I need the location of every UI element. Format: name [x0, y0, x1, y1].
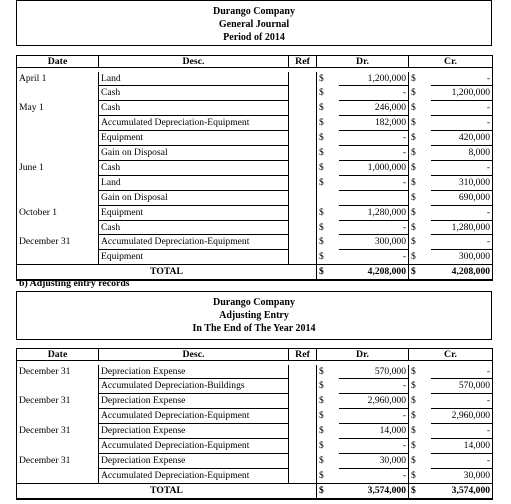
journal-row — [17, 439, 493, 454]
credit-currency: $ — [409, 250, 431, 265]
col-header-dr: Dr. — [317, 349, 409, 361]
account-name: Accumulated Depreciation-Equipment — [99, 409, 289, 424]
credit-amount: 1,200,000 — [431, 86, 493, 101]
ref-cell — [289, 220, 317, 235]
total-row — [17, 483, 493, 498]
credit-currency: $ — [411, 221, 416, 233]
entry-date — [17, 250, 99, 265]
debit-amount: - — [339, 86, 409, 101]
debit-currency: $ — [319, 147, 324, 159]
col-header-cr: Cr. — [409, 349, 493, 361]
journal-row — [17, 379, 493, 394]
account-name: Depreciation Expense — [99, 453, 289, 468]
debit-amount — [339, 190, 409, 205]
ref-cell — [289, 175, 317, 190]
credit-amount: - — [431, 394, 493, 409]
credit-amount: - — [431, 116, 493, 131]
journal-row — [17, 86, 493, 101]
account-name: Cash — [99, 160, 289, 175]
col-header-ref: Ref — [289, 56, 317, 68]
debit-currency: $ — [319, 380, 324, 392]
debit-currency: $ — [319, 454, 324, 466]
entry-date — [17, 146, 99, 161]
debit-currency — [317, 190, 339, 205]
journal-row — [17, 72, 493, 86]
ref-cell — [289, 86, 317, 101]
debit-currency: $ — [319, 206, 324, 218]
debit-amount: 246,000 — [339, 101, 409, 116]
total-label: TOTAL — [17, 483, 317, 498]
debit-amount: 2,960,000 — [339, 394, 409, 409]
debit-total-currency: $ — [317, 265, 339, 280]
credit-currency: $ — [411, 440, 416, 452]
credit-amount: 310,000 — [431, 175, 493, 190]
credit-currency: $ — [411, 425, 416, 437]
journal-row — [17, 250, 493, 265]
credit-currency: $ — [411, 236, 416, 248]
ref-cell — [289, 394, 317, 409]
account-name: Cash — [99, 220, 289, 235]
debit-total-currency: $ — [317, 483, 339, 498]
debit-currency: $ — [319, 425, 324, 437]
account-name: Depreciation Expense — [99, 394, 289, 409]
journal-row — [17, 101, 493, 116]
debit-amount: 300,000 — [339, 235, 409, 250]
debit-amount: 1,000,000 — [339, 160, 409, 175]
journal-row — [17, 235, 493, 250]
credit-amount: 2,960,000 — [431, 409, 493, 424]
credit-currency: $ — [411, 454, 416, 466]
credit-currency: $ — [411, 72, 416, 84]
entry-date — [17, 379, 99, 394]
credit-total: 3,574,000 — [431, 483, 493, 498]
ref-cell — [289, 424, 317, 439]
entry-date: May 1 — [17, 101, 99, 116]
debit-amount: - — [339, 175, 409, 190]
credit-currency: $ — [411, 380, 416, 392]
credit-currency: $ — [411, 206, 416, 218]
credit-amount: 14,000 — [431, 439, 493, 454]
debit-amount: - — [339, 220, 409, 235]
credit-amount: 690,000 — [431, 190, 493, 205]
account-name: Land — [99, 175, 289, 190]
account-name: Accumulated Depreciation-Buildings — [99, 379, 289, 394]
debit-amount: - — [339, 131, 409, 146]
entry-date — [17, 116, 99, 131]
journal-row — [17, 424, 493, 439]
credit-currency: $ — [411, 161, 416, 173]
entry-date — [17, 468, 99, 483]
credit-amount: - — [431, 205, 493, 220]
credit-currency: $ — [411, 87, 416, 99]
credit-currency: $ — [411, 191, 416, 203]
entry-date: June 1 — [17, 160, 99, 175]
debit-amount: - — [339, 409, 409, 424]
entry-date — [17, 175, 99, 190]
journal-row — [17, 453, 493, 468]
journal-period: Period of 2014 — [223, 32, 285, 43]
journal-row — [17, 116, 493, 131]
header-row — [17, 56, 493, 68]
col-header-dr: Dr. — [317, 56, 409, 68]
debit-currency: $ — [319, 440, 324, 452]
adjusting-header — [16, 291, 492, 340]
journal-period: In The End of The Year 2014 — [192, 323, 316, 334]
entry-date — [17, 86, 99, 101]
account-name: Gain on Disposal — [99, 190, 289, 205]
credit-amount: - — [431, 72, 493, 86]
ref-cell — [289, 131, 317, 146]
entry-date — [17, 409, 99, 424]
journal-row — [17, 394, 493, 409]
debit-amount: 30,000 — [339, 453, 409, 468]
ref-cell — [289, 160, 317, 175]
col-header-date: Date — [17, 349, 99, 361]
account-name: Accumulated Depreciation-Equipment — [99, 468, 289, 483]
account-name: Depreciation Expense — [99, 424, 289, 439]
credit-currency: $ — [411, 132, 416, 144]
credit-currency: $ — [411, 176, 416, 188]
journal-row — [17, 131, 493, 146]
journal-row — [17, 175, 493, 190]
section-title: b) Adjusting entry records — [19, 278, 130, 289]
debit-amount: 1,200,000 — [339, 72, 409, 86]
journal-row — [17, 205, 493, 220]
company-name: Durango Company — [213, 6, 295, 17]
account-name: Cash — [99, 86, 289, 101]
col-header-ref: Ref — [289, 349, 317, 361]
journal-header — [16, 0, 492, 46]
account-name: Equipment — [99, 131, 289, 146]
adjusting-entry-table — [16, 348, 493, 500]
journal-title: General Journal — [218, 19, 290, 30]
ref-cell — [289, 146, 317, 161]
credit-amount: - — [431, 160, 493, 175]
entry-date — [17, 190, 99, 205]
general-journal-table — [16, 55, 493, 281]
ref-cell — [289, 72, 317, 86]
ref-cell — [289, 379, 317, 394]
header-row — [17, 349, 493, 361]
account-name: Depreciation Expense — [99, 365, 289, 379]
credit-currency: $ — [411, 117, 416, 129]
col-header-desc: Desc. — [99, 56, 289, 68]
debit-currency: $ — [319, 102, 324, 114]
entry-date: December 31 — [17, 394, 99, 409]
credit-amount: 420,000 — [431, 131, 493, 146]
company-name: Durango Company — [213, 297, 295, 308]
col-header-date: Date — [17, 56, 99, 68]
debit-currency: $ — [317, 250, 339, 265]
debit-total: 3,574,000 — [339, 483, 409, 498]
credit-currency: $ — [411, 102, 416, 114]
ref-cell — [289, 190, 317, 205]
journal-row — [17, 468, 493, 483]
debit-amount: - — [339, 379, 409, 394]
journal-row — [17, 190, 493, 205]
ref-cell — [289, 365, 317, 379]
credit-currency: $ — [411, 395, 416, 407]
debit-amount: 14,000 — [339, 424, 409, 439]
account-name: Equipment — [99, 250, 289, 265]
ref-cell — [289, 116, 317, 131]
credit-total: 4,208,000 — [431, 265, 493, 280]
credit-amount: - — [431, 424, 493, 439]
account-name: Accumulated Depreciation-Equipment — [99, 235, 289, 250]
account-name: Cash — [99, 101, 289, 116]
ref-cell — [289, 235, 317, 250]
credit-amount: - — [431, 453, 493, 468]
credit-amount: 1,280,000 — [431, 220, 493, 235]
account-name: Gain on Disposal — [99, 146, 289, 161]
debit-currency: $ — [319, 236, 324, 248]
credit-amount: 8,000 — [431, 146, 493, 161]
journal-row — [17, 220, 493, 235]
journal-row — [17, 409, 493, 424]
entry-date: December 31 — [17, 424, 99, 439]
account-name: Accumulated Depreciation-Equipment — [99, 439, 289, 454]
account-name: Accumulated Depreciation-Equipment — [99, 116, 289, 131]
journal-title: Adjusting Entry — [219, 310, 289, 321]
debit-amount: - — [339, 146, 409, 161]
debit-amount: 1,280,000 — [339, 205, 409, 220]
ref-cell — [289, 101, 317, 116]
ref-cell — [289, 453, 317, 468]
journal-row — [17, 365, 493, 379]
entry-date — [17, 439, 99, 454]
credit-total-currency: $ — [409, 265, 431, 280]
debit-currency: $ — [319, 132, 324, 144]
entry-date — [17, 220, 99, 235]
col-header-desc: Desc. — [99, 349, 289, 361]
entry-date: December 31 — [17, 453, 99, 468]
ref-cell — [289, 409, 317, 424]
debit-currency: $ — [319, 365, 324, 377]
ref-cell — [289, 250, 317, 265]
journal-row — [17, 160, 493, 175]
entry-date: April 1 — [17, 72, 99, 86]
credit-amount: 300,000 — [431, 250, 493, 265]
credit-currency: $ — [409, 468, 431, 483]
debit-amount: - — [339, 468, 409, 483]
credit-amount: 30,000 — [431, 468, 493, 483]
debit-currency: $ — [319, 395, 324, 407]
account-name: Land — [99, 72, 289, 86]
entry-date: October 1 — [17, 205, 99, 220]
debit-currency: $ — [319, 176, 324, 188]
debit-currency: $ — [319, 117, 324, 129]
entry-date: December 31 — [17, 365, 99, 379]
credit-currency: $ — [411, 147, 416, 159]
entry-date — [17, 131, 99, 146]
total-label: TOTAL — [17, 265, 317, 280]
debit-currency: $ — [317, 468, 339, 483]
debit-amount: - — [339, 439, 409, 454]
journal-row — [17, 146, 493, 161]
ref-cell — [289, 468, 317, 483]
ref-cell — [289, 439, 317, 454]
debit-currency: $ — [319, 72, 324, 84]
debit-amount: 182,000 — [339, 116, 409, 131]
account-name: Equipment — [99, 205, 289, 220]
credit-currency: $ — [411, 410, 416, 422]
credit-amount: - — [431, 101, 493, 116]
credit-amount: - — [431, 235, 493, 250]
debit-currency: $ — [319, 87, 324, 99]
debit-currency: $ — [319, 410, 324, 422]
debit-currency: $ — [319, 221, 324, 233]
credit-amount: 570,000 — [431, 379, 493, 394]
debit-amount: - — [339, 250, 409, 265]
debit-total: 4,208,000 — [339, 265, 409, 280]
credit-amount: - — [431, 365, 493, 379]
col-header-cr: Cr. — [409, 56, 493, 68]
debit-amount: 570,000 — [339, 365, 409, 379]
entry-date: December 31 — [17, 235, 99, 250]
credit-currency: $ — [411, 365, 416, 377]
debit-currency: $ — [319, 161, 324, 173]
ref-cell — [289, 205, 317, 220]
credit-total-currency: $ — [409, 483, 431, 498]
